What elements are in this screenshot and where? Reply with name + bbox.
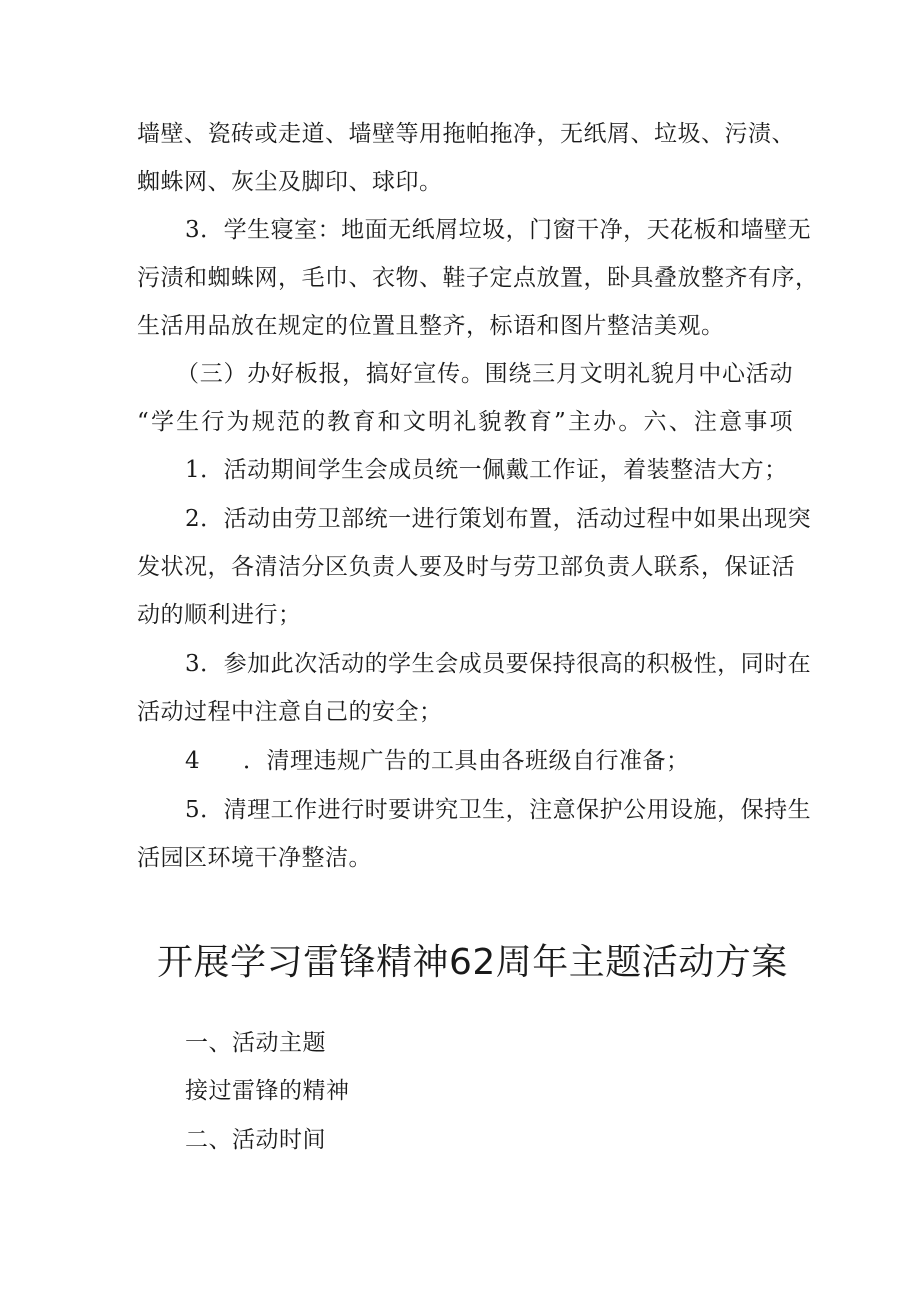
p3-line1: （三）办好板报，搞好宣传。围绕三月文明礼貌月中心活动 — [176, 361, 793, 387]
note-1: 1．活动期间学生会成员统一佩戴工作证，着装整洁大方； — [185, 457, 788, 483]
note-5-line2: 活园区环境干净整洁。 — [137, 845, 372, 871]
p1-line1: 墙壁、瓷砖或走道、墙壁等用拖帕拖净，无纸屑、垃圾、污渍、 — [137, 121, 795, 147]
note-2-line2: 发状况，各清洁分区负责人要及时与劳卫部负责人联系，保证活 — [137, 554, 795, 580]
note-4 — [185, 745, 690, 777]
note-5-line1: 5．清理工作进行时要讲究卫生，注意保护公用设施，保持生 — [185, 797, 812, 823]
heading-activity-theme: 一、活动主题 — [185, 1030, 326, 1056]
p2-line2: 污渍和蜘蛛网，毛巾、衣物、鞋子定点放置，卧具叠放整齐有序， — [137, 265, 819, 291]
section-title: 开展学习雷锋精神62周年主题活动方案 — [157, 942, 788, 983]
note-3-line2: 活动过程中注意自己的安全； — [137, 699, 443, 725]
activity-theme-text: 接过雷锋的精神 — [185, 1078, 350, 1104]
note-4-number: 4 — [185, 748, 201, 774]
note-3-line1: 3．参加此次活动的学生会成员要保持很高的积极性，同时在 — [185, 651, 812, 677]
note-2-line3: 动的顺利进行； — [137, 602, 302, 628]
note-2-line1: 2．活动由劳卫部统一进行策划布置，活动过程中如果出现突 — [185, 506, 812, 532]
p3-line2: “学生行为规范的教育和文明礼貌教育”主办。六、注意事项 — [137, 409, 793, 435]
p2-line1: 3．学生寝室：地面无纸屑垃圾，门窗干净，天花板和墙壁无 — [185, 217, 812, 243]
p2-line3: 生活用品放在规定的位置且整齐，标语和图片整洁美观。 — [137, 313, 725, 339]
heading-activity-time: 二、活动时间 — [185, 1127, 326, 1153]
p1-line2: 蜘蛛网、灰尘及脚印、球印。 — [137, 169, 443, 195]
note-4-text: ．清理违规广告的工具由各班级自行准备； — [243, 748, 690, 774]
